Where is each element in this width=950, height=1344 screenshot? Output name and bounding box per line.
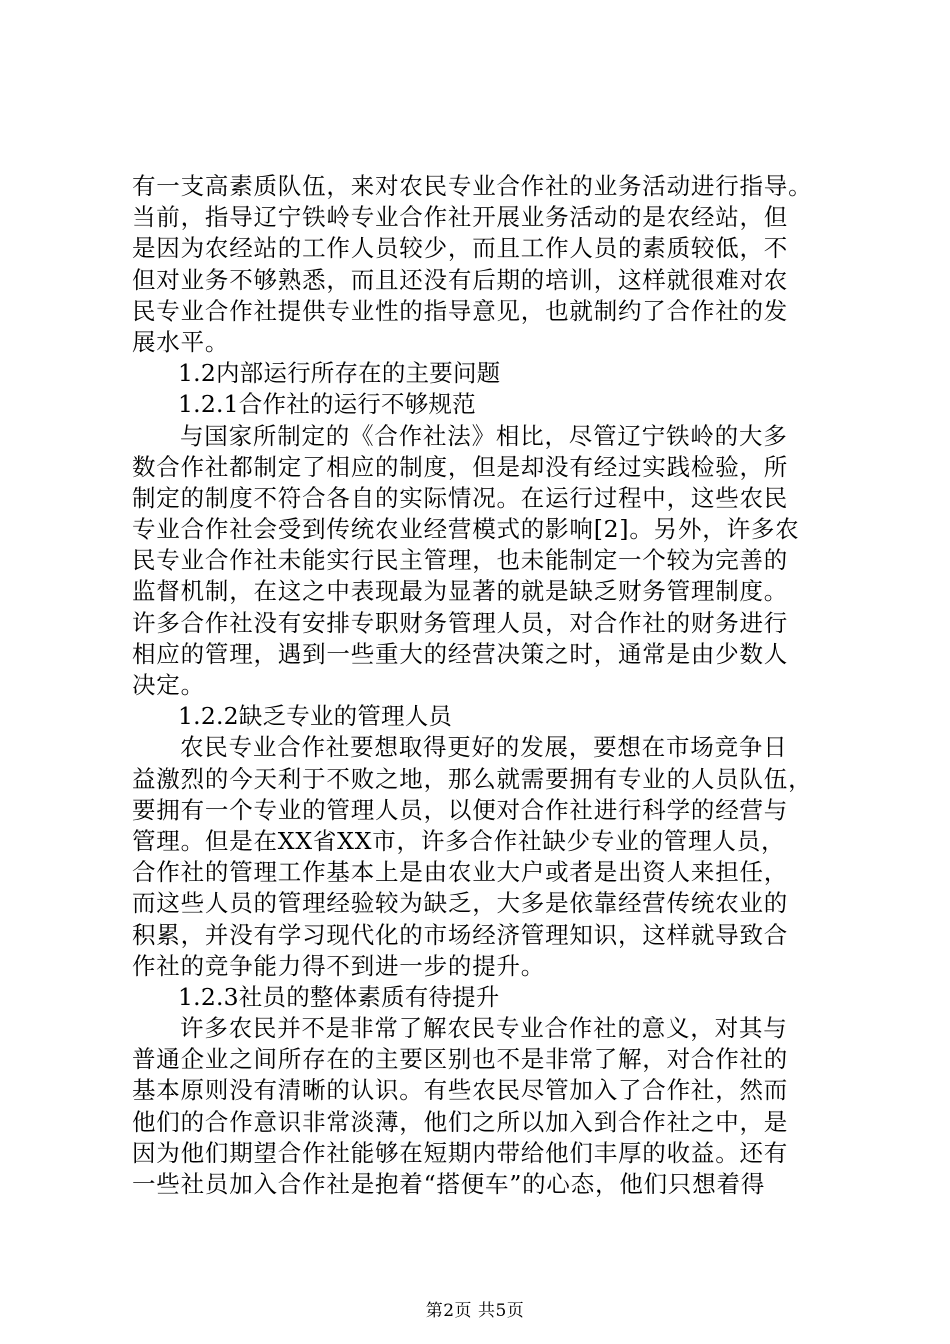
section-heading: 1.2.1合作社的运行不够规范 xyxy=(178,390,476,419)
text-line: 专业合作社会受到传统农业经营模式的影响[2]。另外，许多农 xyxy=(132,515,800,544)
text-line: 许多合作社没有安排专职财务管理人员，对合作社的财务进行 xyxy=(132,608,789,637)
text-line: 监督机制，在这之中表现最为显著的就是缺乏财务管理制度。 xyxy=(132,577,789,606)
text-line: 相应的管理，遇到一些重大的经营决策之时，通常是由少数人 xyxy=(132,639,789,668)
text-line: 益激烈的今天利于不败之地，那么就需要拥有专业的人员队伍， xyxy=(132,764,813,793)
page-number-label: 第2页 共5页 xyxy=(425,1301,525,1321)
text-line: 普通企业之间所存在的主要区别也不是非常了解，对合作社的 xyxy=(132,1045,789,1074)
text-line: 积累，并没有学习现代化的市场经济管理知识，这样就导致合 xyxy=(132,920,789,949)
text-line: 但对业务不够熟悉，而且还没有后期的培训，这样就很难对农 xyxy=(132,265,789,294)
text-line: 要拥有一个专业的管理人员，以便对合作社进行科学的经营与 xyxy=(132,795,789,824)
text-line: 许多农民并不是非常了解农民专业合作社的意义，对其与 xyxy=(180,1014,788,1043)
text-line: 有一支高素质队伍，来对农民专业合作社的业务活动进行指导。 xyxy=(132,172,813,200)
text-line: 是因为农经站的工作人员较少，而且工作人员的素质较低，不 xyxy=(132,234,789,263)
text-line: 管理。但是在XX省XX市，许多合作社缺少专业的管理人员， xyxy=(132,826,786,855)
text-line: 因为他们期望合作社能够在短期内带给他们丰厚的收益。还有 xyxy=(132,1138,789,1167)
text-line: 数合作社都制定了相应的制度，但是却没有经过实践检验，所 xyxy=(132,452,789,481)
text-line: 民专业合作社未能实行民主管理，也未能制定一个较为完善的 xyxy=(132,546,789,575)
text-line: 民专业合作社提供专业性的指导意见，也就制约了合作社的发 xyxy=(132,296,789,325)
text-line: 而这些人员的管理经验较为缺乏，大多是依靠经营传统农业的 xyxy=(132,889,789,918)
section-heading: 1.2.2缺乏专业的管理人员 xyxy=(178,702,453,731)
text-line: 当前，指导辽宁铁岭专业合作社开展业务活动的是农经站，但 xyxy=(132,203,789,232)
text-line: 基本原则没有清晰的认识。有些农民尽管加入了合作社，然而 xyxy=(132,1076,789,1105)
text-line: 一些社员加入合作社是抱着“搭便车”的心态，他们只想着得 xyxy=(132,1170,766,1198)
section-heading: 1.2.3社员的整体素质有待提升 xyxy=(178,982,500,1011)
text-line: 农民专业合作社要想取得更好的发展，要想在市场竞争日 xyxy=(180,733,788,762)
section-heading: 1.2内部运行所存在的主要问题 xyxy=(178,359,501,388)
text-line: 他们的合作意识非常淡薄，他们之所以加入到合作社之中，是 xyxy=(132,1107,789,1136)
text-line: 作社的竞争能力得不到进一步的提升。 xyxy=(132,951,546,980)
text-line: 与国家所制定的《合作社法》相比，尽管辽宁铁岭的大多 xyxy=(180,421,788,450)
text-line: 展水平。 xyxy=(132,327,230,356)
text-line: 制定的制度不符合各自的实际情况。在运行过程中，这些农民 xyxy=(132,483,789,512)
text-line: 决定。 xyxy=(132,671,205,699)
text-line: 合作社的管理工作基本上是由农业大户或者是出资人来担任， xyxy=(132,858,789,887)
page-footer xyxy=(0,1301,950,1321)
document-body xyxy=(132,171,832,1200)
